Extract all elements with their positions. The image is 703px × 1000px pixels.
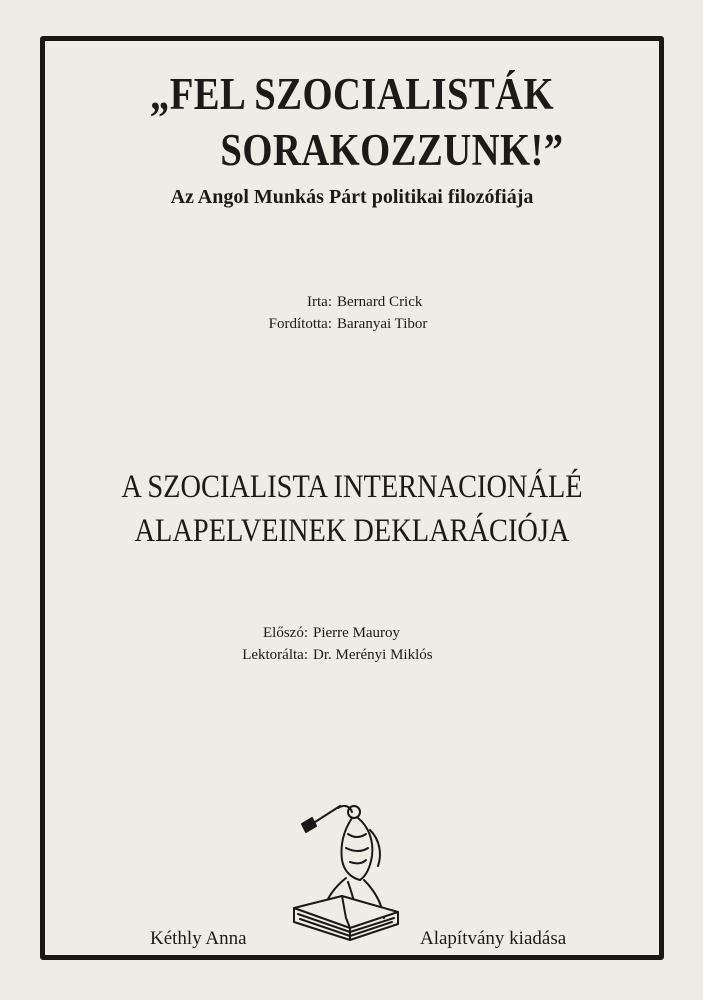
credit-label: Lektorálta: xyxy=(242,647,308,663)
title-line-1: „FEL SZOCIALISTÁK xyxy=(149,69,555,119)
credit-label: Irta: xyxy=(307,294,332,310)
footer-right: Alapítvány kiadása xyxy=(420,928,567,949)
credit-row-translator xyxy=(236,313,427,335)
credit-value: Bernard Crick xyxy=(337,294,423,310)
author-credits xyxy=(236,291,427,335)
preface-credits xyxy=(208,622,433,666)
credit-row-reviewer xyxy=(208,644,433,666)
credit-value: Pierre Mauroy xyxy=(313,625,401,641)
credit-row-author xyxy=(236,291,427,313)
credit-value: Baranyai Tibor xyxy=(337,316,428,332)
title-line-2: SORAKOZZUNK!” xyxy=(220,125,564,175)
section-title-line-2: ALAPELVEINEK DEKLARÁCIÓJA xyxy=(134,513,570,549)
subtitle: Az Angol Munkás Párt politikai filozófiája xyxy=(170,186,534,208)
credit-label: Fordította: xyxy=(268,316,332,332)
footer-left: Kéthly Anna xyxy=(150,928,247,949)
worker-with-hammer-on-book-icon xyxy=(288,800,408,948)
section-title-line-1: A SZOCIALISTA INTERNACIONÁLÉ xyxy=(121,469,583,505)
credit-row-preface xyxy=(208,622,433,644)
credit-label: Előszó: xyxy=(263,625,308,641)
credit-value: Dr. Merényi Miklós xyxy=(313,647,433,663)
